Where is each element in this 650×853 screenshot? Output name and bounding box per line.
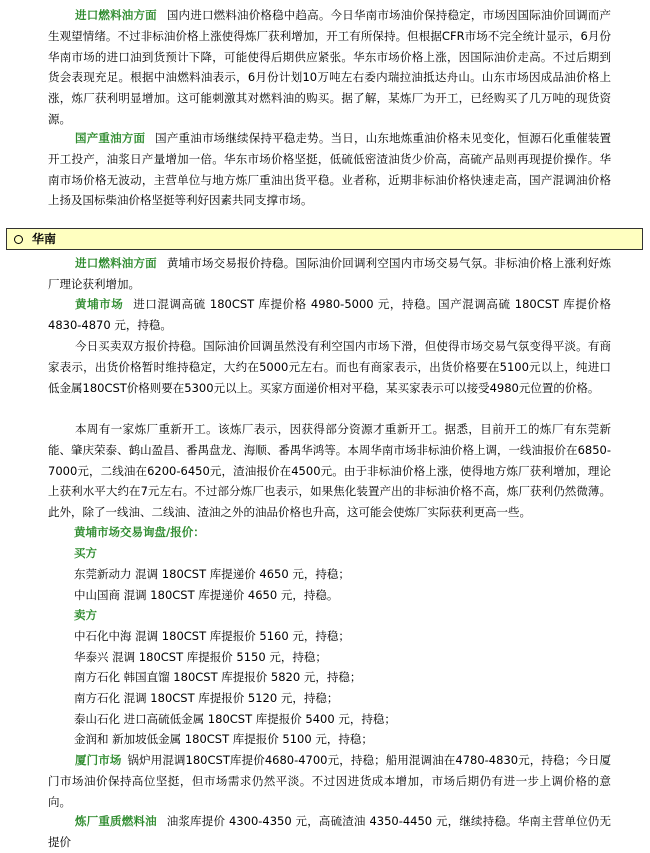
sell-quote: 南方石化 混调 180CST 库提报价 5120 元，持稳； [74, 691, 339, 705]
huangpu-label: 黄埔市场 [75, 297, 124, 311]
circle-bullet-icon [14, 235, 23, 244]
south-import-fuel-text: 黄埔市场交易报价持稳。国际油价回调利空国内市场交易气氛。非标油价格上涨利好炼厂理论获利增加。 [48, 256, 612, 291]
xiamen-paragraph [48, 750, 611, 812]
sell-quote: 泰山石化 进口高硫低金属 180CST 库提报价 5400 元，持稳； [74, 712, 396, 726]
import-fuel-text: 国内进口燃料油价格稳中趋高。今日华南市场油价保持稳定，市场因国际油价回调而产生观望情绪。不过非标油价格上涨使得炼厂获利增加，开工有所保持。但根据CFR市场不完全统计显示，6月份华南市场的进口油到货预计下降，可能使得后期供应紧张。华东市场价格上涨，因国际油价走高。不过后期到货会表现充足。根据中油燃料油表示，6月份计划10万吨左右委内瑞拉油抵达舟山。山东市场因成品油价格上涨，炼厂获利明显增加。这可能刺激其对燃料油的购买。据了解，某炼厂为开工，已经购买了几万吨的现货资源。 [48, 8, 612, 126]
market-paragraph-1: 今日买卖双方报价持稳。国际油价回调虽然没有利空国内市场下滑，但使得市场交易气氛变得平淡。有商家表示，出货价格暂时维持稳定，大约在5000元左右。而也有商家表示，出货价格要在5100元以上，纯进口低金属180CST价格则要在5300元以上。买家方面递价相对平稳，某买家表示可以接受4980元位置的价格。 [48, 339, 611, 395]
domestic-heavy-label: 国产重油方面 [75, 131, 146, 145]
huangpu-paragraph [48, 294, 611, 336]
section-title: 华南 [32, 231, 57, 246]
heavy-refinery-paragraph [48, 811, 611, 853]
huangpu-text: 进口混调高硫 180CST 库提价格 4980-5000 元，持稳。国产混调高硫 180CST 库提价格 4830-4870 元，持稳。 [48, 297, 612, 332]
buy-quote: 中山国商 混调 180CST 库提递价 4650 元，持稳。 [74, 588, 339, 602]
sell-quote: 华泰兴 混调 180CST 库提报价 5150 元，持稳； [74, 650, 327, 664]
south-import-fuel-paragraph [48, 253, 611, 295]
sell-label: 卖方 [74, 608, 97, 622]
sell-quote: 南方石化 韩国直馏 180CST 库提报价 5820 元，持稳； [74, 670, 362, 684]
buy-label: 买方 [74, 546, 97, 560]
heavy-refinery-text: 油浆库提价 4300-4350 元，高硫渣油 4350-4450 元，继续持稳。华南主营单位仍无提价 [48, 814, 611, 849]
market-paragraph-2: 本周有一家炼厂重新开工。该炼厂表示，因获得部分资源才重新开工。据悉，目前开工的炼厂有东莞新能、肇庆荣泰、鹤山盈昌、番禺盘龙、海顺、番禺华鸿等。本周华南市场非标油价格上调，一线油报价在6850-7000元，二线油在6200-6450元，渣油报价在4500元。由于非标油价格上涨，使得地方炼厂获利增加，理论上获利水平大约在7元左右。不过部分炼厂也表示，如果焦化装置产出的非标油价格不高，炼厂获利仍然微薄。此外，除了一线油、二线油、渣油之外的油品价格也升高，这可能会使炼厂实际获利更高一些。 [48, 422, 611, 520]
buy-quote: 东莞新动力 混调 180CST 库提递价 4650 元，持稳； [74, 567, 350, 581]
south-import-fuel-label: 进口燃料油方面 [75, 256, 157, 270]
domestic-heavy-paragraph [48, 128, 611, 211]
xiamen-label: 厦门市场 [75, 753, 122, 767]
quotes-title: 黄埔市场交易询盘/报价： [74, 525, 205, 539]
heavy-refinery-label: 炼厂重质燃料油 [75, 814, 157, 828]
section-header-south [6, 228, 643, 250]
sell-quote: 金润和 新加坡低金属 180CST 库提报价 5100 元，持稳； [74, 732, 373, 746]
import-fuel-paragraph [48, 5, 611, 130]
sell-quote: 中石化中海 混调 180CST 库提报价 5160 元，持稳； [74, 629, 350, 643]
import-fuel-label: 进口燃料油方面 [75, 8, 157, 22]
xiamen-text: 锅炉用混调180CST库提价4680-4700元，持稳；船用混调油在4780-4830元，持稳；今日厦门市场油价保持高位坚挺，但市场需求仍然平淡。不过因进货成本增加，市场后期仍有进一步上调价格的意向。 [48, 753, 611, 809]
domestic-heavy-text: 国产重油市场继续保持平稳走势。当日，山东地炼重油价格未见变化，恒源石化重催装置开工投产，油浆日产量增加一倍。华东市场价格坚挺，低硫低密渣油货少价高，高硫产品则再现提价操作。华南市场价格无波动，主营单位与地方炼厂重油出货平稳。业者称，近期非标油价格快速走高，国产混调油价格上扬及国标柴油价格坚挺等利好因素共同支撑市场。 [48, 131, 612, 208]
